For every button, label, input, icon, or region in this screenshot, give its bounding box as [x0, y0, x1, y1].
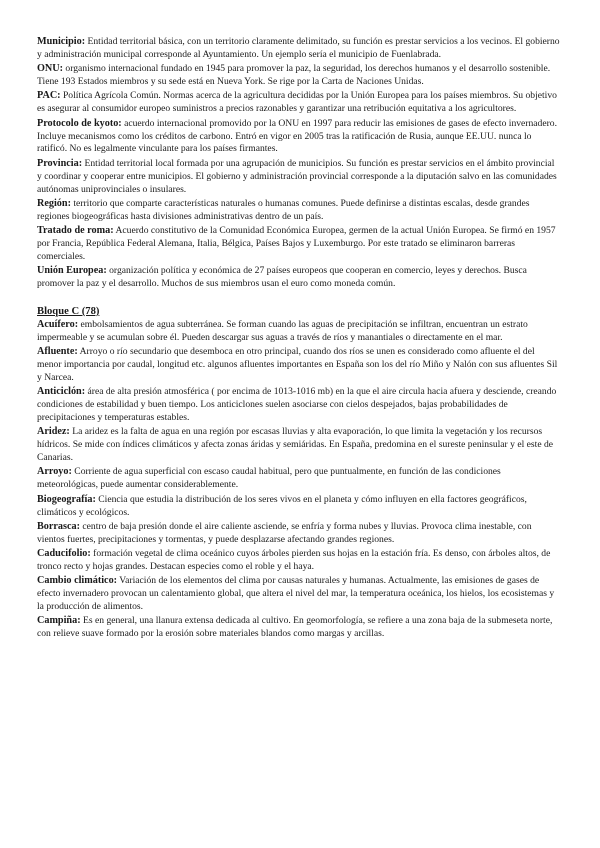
glossary-term: Borrasca:	[37, 520, 80, 532]
glossary-definition: organización política y económica de 27 países europeos que cooperan en comercio, leyes y derechos. Busca promover la paz y el desarrollo. Muchos de sus miembros usan el euro como moneda común.	[37, 265, 527, 290]
glossary-term: ONU:	[37, 63, 64, 75]
glossary-definition: Corriente de agua superficial con escaso caudal habitual, pero que puntualmente, en función de las condiciones meteorológicas, puede aumentar considerablemente.	[37, 466, 501, 491]
glossary-entry	[37, 265, 560, 291]
glossary-entry	[37, 158, 560, 197]
glossary-entry	[37, 386, 560, 425]
glossary-definition: Entidad territorial local formada por una agrupación de municipios. Su función es prestar servicios en el ámbito provincial y coordinar y cooperar entre municipios. El gobierno y administración provincial corresponde a la diputación salvo en las comunidades autónomas uniprovinciales o insulares.	[37, 157, 557, 195]
glossary-term: Caducifolio:	[37, 548, 91, 560]
glossary-entry	[37, 615, 560, 641]
glossary-term: Región:	[37, 197, 71, 209]
glossary-term: Afluente:	[37, 346, 78, 358]
glossary-definition: Variación de los elementos del clima por causas naturales y humanas. Actualmente, las emisiones de gases de efecto invernadero provocan un calentamiento global, que altera el nivel del mar, la temperatura oceánica, los hielos, los ecosistemas y la producción de alimentos.	[37, 575, 555, 613]
glossary-entry	[37, 225, 560, 264]
glossary-definition: Arroyo o río secundario que desemboca en otro principal, cuando dos ríos se unen es considerado como afluente el del menor importancia por caudal, longitud etc. algunos afluentes importantes en España son los del río Miño y Nalón con sus afluentes Sil y Narcea.	[37, 346, 558, 383]
glossary-entry	[37, 36, 560, 62]
glossary-definition: Entidad territorial básica, con un territorio claramente delimitado, su función es prestar servicios a los vecinos. El gobierno y administración municipal corresponde al Ayuntamiento. Un ejemplo sería el municipio de Fuenlabrada.	[37, 36, 560, 60]
glossary-definition: formación vegetal de clima oceánico cuyos árboles pierden sus hojas en la estación fría. Es denso, con árboles altos, de tronco recto y hojas grandes. Destacan especies como el roble y el haya.	[37, 548, 551, 572]
glossary-term: Cambio climático:	[37, 575, 118, 587]
glossary-entry	[37, 521, 560, 547]
glossary-term: Protocolo de kyoto:	[37, 117, 122, 129]
glossary-term: Campiña:	[37, 615, 81, 627]
glossary-section-previous	[37, 36, 560, 291]
glossary-term: Biogeografía:	[37, 493, 96, 505]
glossary-entry	[37, 575, 560, 614]
glossary-term: Acuífero:	[37, 318, 79, 330]
glossary-entry	[37, 494, 560, 520]
glossary-term: Provincia:	[37, 157, 83, 169]
glossary-entry	[37, 198, 560, 224]
glossary-definition: organismo internacional fundado en 1945 para promover la paz, la seguridad, los derechos humanos y el desarrollo sostenible. Tiene 193 Estados miembros y su sede está en Nueva York. Se rige por la Carta de Naciones Unidas.	[37, 63, 551, 88]
glossary-term: Anticiclón:	[37, 386, 86, 398]
glossary-entry	[37, 426, 560, 465]
glossary-section-bloque-c	[37, 319, 560, 641]
glossary-entry	[37, 548, 560, 574]
glossary-entry	[37, 118, 560, 157]
glossary-entry	[37, 466, 560, 492]
glossary-definition: centro de baja presión donde el aire caliente asciende, se enfría y forma nubes y lluvias. Provoca clima inestable, con vientos fuertes, precipitaciones y tormentas, y puede desplazarse afectando grandes regiones.	[37, 520, 532, 545]
glossary-definition: La aridez es la falta de agua en una región por escasas lluvias y alta evaporación, lo que limita la vegetación y los recursos hídricos. Se mide con índices climáticos y afecta zonas áridas y semiáridas. En España, predomina en el sureste peninsular y el este de Canarias.	[37, 426, 554, 464]
glossary-term: Municipio:	[37, 36, 86, 47]
glossary-term: PAC:	[37, 90, 61, 102]
glossary-term: Tratado de roma:	[37, 225, 114, 237]
glossary-definition: Es en general, una llanura extensa dedicada al cultivo. En geomorfología, se refiere a una zona baja de la submeseta norte, con relieve suave formado por la erosión sobre materiales blandos como margas y arcillas.	[37, 615, 553, 640]
glossary-entry	[37, 63, 560, 89]
glossary-definition: área de alta presión atmosférica ( por encima de 1013-1016 mb) en la que el aire circula hacia afuera y desciende, creando condiciones de estabilidad y buen tiempo. Los anticiclones suelen asociarse con cielos despejados, bajas probabilidades de precipitaciones y temperaturas estables.	[37, 386, 557, 424]
glossary-definition: territorio que comparte características naturales o humanas comunes. Puede definirse a distintas escalas, desde grandes regiones biogeográficas hasta divisiones administrativas dentro de un país.	[37, 197, 530, 222]
glossary-entry	[37, 90, 560, 116]
section-heading-bloque-c: Bloque C (78)	[37, 305, 100, 317]
glossary-definition: acuerdo internacional promovido por la ONU en 1997 para reducir las emisiones de gases de efecto invernadero. Incluye mecanismos como los créditos de carbono. Entró en vigor en 2005 tras la ratificación de Rusia, aunque EE.UU. nunca lo ratificó. No es legalmente vinculante para los países firmantes.	[37, 117, 557, 155]
glossary-definition: Política Agrícola Común. Normas acerca de la agricultura decididas por la Unión Europea para los países miembros. Su objetivo es asegurar al consumidor europeo suministros a precios razonables y garantizar una retribución equitativa a los agricultores.	[37, 90, 557, 115]
glossary-definition: embolsamientos de agua subterránea. Se forman cuando las aguas de precipitación se infiltran, encuentran un estrato impermeable y se acumulan sobre él. Pueden descargar sus aguas a través de ríos y manantiales o directamente en el mar.	[37, 318, 528, 343]
glossary-term: Aridez:	[37, 426, 70, 438]
glossary-entry	[37, 319, 560, 345]
glossary-definition: Acuerdo constitutivo de la Comunidad Económica Europea, germen de la actual Unión Europea. Se firmó en 1957 por Francia, República Federal Alemana, Italia, Bélgica, Países Bajos y Luxemburgo. Por este tratado se eliminaron barreras comerciales.	[37, 225, 556, 262]
glossary-term: Unión Europea:	[37, 265, 107, 277]
glossary-definition: Ciencia que estudia la distribución de los seres vivos en el planeta y cómo influyen en ella factores geográficos, climáticos y ecológicos.	[37, 493, 527, 518]
glossary-term: Arroyo:	[37, 466, 72, 478]
glossary-entry	[37, 346, 560, 385]
